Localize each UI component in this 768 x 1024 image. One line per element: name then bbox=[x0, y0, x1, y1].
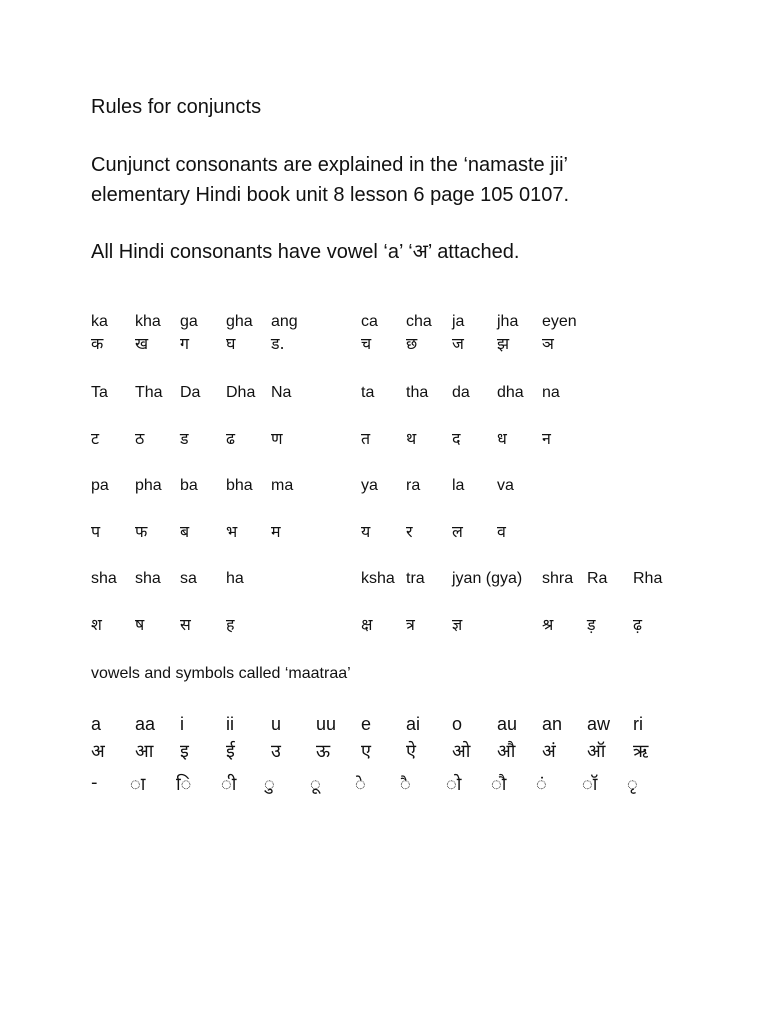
consonant-roman: ka bbox=[91, 313, 108, 330]
consonant-devanagari: श bbox=[91, 615, 102, 634]
consonant-devanagari: ह bbox=[226, 615, 235, 634]
consonant-roman: ta bbox=[361, 384, 375, 401]
consonant-roman: shra bbox=[542, 570, 574, 587]
consonant-roman: pha bbox=[135, 477, 162, 494]
consonant-devanagari: म bbox=[271, 522, 281, 541]
consonant-devanagari: छ bbox=[406, 334, 418, 353]
consonant-devanagari: व bbox=[497, 522, 506, 541]
vowel-roman: ri bbox=[633, 714, 643, 734]
vowel-devanagari: ई bbox=[226, 741, 235, 762]
consonant-devanagari: ड bbox=[180, 429, 189, 448]
vowel-devanagari: औ bbox=[497, 741, 516, 762]
consonant-devanagari: क bbox=[91, 334, 104, 353]
consonant-roman: ya bbox=[361, 477, 378, 494]
vowel-roman: ii bbox=[226, 714, 234, 734]
consonant-roman: ca bbox=[361, 313, 378, 330]
consonant-devanagari: क्ष bbox=[361, 615, 373, 634]
consonant-roman: ja bbox=[452, 313, 465, 330]
vowel-devanagari: ओ bbox=[452, 741, 471, 762]
consonant-roman: ba bbox=[180, 477, 198, 494]
consonant-roman: tha bbox=[406, 384, 429, 401]
consonant-devanagari: त्र bbox=[406, 615, 415, 634]
vowel-roman: an bbox=[542, 714, 563, 734]
vowel-sign: ◌े bbox=[355, 774, 366, 795]
consonant-roman: Na bbox=[271, 384, 292, 401]
vowel-roman: i bbox=[180, 714, 184, 734]
consonant-roman: cha bbox=[406, 313, 432, 330]
consonant-devanagari: झ bbox=[497, 334, 510, 353]
vowel-devanagari: इ bbox=[180, 741, 189, 762]
consonant-roman: sha bbox=[135, 570, 161, 587]
vowel-sign: ◌ू bbox=[310, 774, 321, 795]
consonant-roman: sa bbox=[180, 570, 197, 587]
consonant-roman: ha bbox=[226, 570, 244, 587]
vowel-sign: ◌ृ bbox=[627, 774, 638, 795]
vowel-roman: o bbox=[452, 714, 463, 734]
maatraa-heading: vowels and symbols called ‘maatraa’ bbox=[91, 665, 351, 682]
consonant-roman: pa bbox=[91, 477, 109, 494]
consonant-roman: da bbox=[452, 384, 470, 401]
consonant-roman: eyen bbox=[542, 313, 577, 330]
consonant-roman: Ra bbox=[587, 570, 608, 587]
consonant-roman: kha bbox=[135, 313, 161, 330]
vowel-sign: ◌ु bbox=[264, 774, 275, 795]
consonant-devanagari: ट bbox=[91, 429, 100, 448]
vowel-sign: - bbox=[91, 772, 98, 793]
consonant-roman: Da bbox=[180, 384, 201, 401]
vowel-devanagari: अ bbox=[91, 741, 105, 762]
vowel-roman: uu bbox=[316, 714, 337, 734]
vowel-roman: a bbox=[91, 714, 102, 734]
page-title: Rules for conjuncts bbox=[91, 96, 262, 118]
consonant-roman: Tha bbox=[135, 384, 163, 401]
consonant-devanagari: थ bbox=[406, 429, 417, 448]
vowel-sign: ◌ा bbox=[130, 774, 146, 795]
consonant-devanagari: श्र bbox=[542, 615, 554, 634]
vowel-roman: u bbox=[271, 714, 282, 734]
consonant-devanagari: द bbox=[452, 429, 461, 448]
consonant-devanagari: घ bbox=[226, 334, 236, 353]
consonant-devanagari: त bbox=[361, 429, 371, 448]
vowel-sign: ◌ो bbox=[446, 774, 462, 795]
consonant-devanagari: ज्ञ bbox=[452, 615, 463, 634]
consonant-roman: va bbox=[497, 477, 514, 494]
consonant-devanagari: ष bbox=[135, 615, 145, 634]
consonant-devanagari: ञ bbox=[542, 334, 554, 353]
vowel-roman: aa bbox=[135, 714, 156, 734]
consonant-roman: tra bbox=[406, 570, 425, 587]
vowel-note: All Hindi consonants have vowel ‘a’ ‘अ’ attached. bbox=[91, 241, 520, 263]
consonant-devanagari: फ bbox=[135, 522, 148, 541]
vowel-roman: au bbox=[497, 714, 518, 734]
vowel-sign: ◌ॉ bbox=[582, 774, 598, 795]
consonant-roman: ma bbox=[271, 477, 294, 494]
vowel-sign: ◌ि bbox=[176, 774, 192, 795]
consonant-devanagari: ण bbox=[271, 429, 283, 448]
consonant-devanagari: प bbox=[91, 522, 101, 541]
vowel-devanagari: ए bbox=[361, 741, 371, 762]
vowel-devanagari: अं bbox=[542, 741, 556, 762]
consonant-roman: gha bbox=[226, 313, 253, 330]
consonant-devanagari: ठ bbox=[135, 429, 145, 448]
consonant-devanagari: ड. bbox=[271, 334, 285, 353]
vowel-devanagari: ऊ bbox=[316, 741, 331, 762]
consonant-devanagari: ढ़ bbox=[633, 615, 643, 634]
consonant-roman: na bbox=[542, 384, 560, 401]
consonant-devanagari: र bbox=[406, 522, 413, 541]
consonant-devanagari: ध bbox=[497, 429, 507, 448]
consonant-roman: jha bbox=[497, 313, 519, 330]
vowel-devanagari: उ bbox=[271, 741, 281, 762]
consonant-roman: Ta bbox=[91, 384, 108, 401]
consonant-devanagari: ल bbox=[452, 522, 463, 541]
vowel-devanagari: आ bbox=[135, 741, 154, 762]
consonant-roman: dha bbox=[497, 384, 524, 401]
consonant-roman: ga bbox=[180, 313, 198, 330]
intro-line-2: elementary Hindi book unit 8 lesson 6 page 105 0107. bbox=[91, 184, 570, 206]
vowel-sign: ◌ौ bbox=[491, 774, 507, 795]
vowel-sign: ◌ै bbox=[400, 774, 411, 795]
consonant-devanagari: न bbox=[542, 429, 551, 448]
consonant-roman: Rha bbox=[633, 570, 663, 587]
vowel-devanagari: ऋ bbox=[633, 741, 649, 762]
consonant-devanagari: ज bbox=[452, 334, 464, 353]
consonant-roman: bha bbox=[226, 477, 253, 494]
vowel-devanagari: ऐ bbox=[406, 741, 416, 762]
consonant-roman: Dha bbox=[226, 384, 256, 401]
vowel-roman: e bbox=[361, 714, 372, 734]
consonant-roman: ang bbox=[271, 313, 298, 330]
intro-line-1: Cunjunct consonants are explained in the ‘namaste jii’ bbox=[91, 154, 568, 176]
consonant-roman: ra bbox=[406, 477, 421, 494]
consonant-devanagari: च bbox=[361, 334, 372, 353]
consonant-roman: jyan (gya) bbox=[452, 570, 523, 587]
consonant-devanagari: ख bbox=[135, 334, 149, 353]
vowel-roman: aw bbox=[587, 714, 611, 734]
vowel-devanagari: ऑ bbox=[587, 741, 606, 762]
vowel-sign: ◌ी bbox=[221, 774, 237, 795]
consonant-devanagari: ब bbox=[180, 522, 190, 541]
consonant-roman: sha bbox=[91, 570, 117, 587]
consonant-devanagari: य bbox=[361, 522, 371, 541]
consonant-roman: ksha bbox=[361, 570, 395, 587]
consonant-devanagari: ढ bbox=[226, 429, 236, 448]
consonant-devanagari: ड़ bbox=[587, 615, 596, 634]
consonant-devanagari: ग bbox=[180, 334, 190, 353]
consonant-roman: la bbox=[452, 477, 465, 494]
vowel-sign: ◌ं bbox=[536, 774, 547, 795]
consonant-devanagari: भ bbox=[226, 522, 238, 541]
consonant-devanagari: स bbox=[180, 615, 191, 634]
vowel-roman: ai bbox=[406, 714, 421, 734]
